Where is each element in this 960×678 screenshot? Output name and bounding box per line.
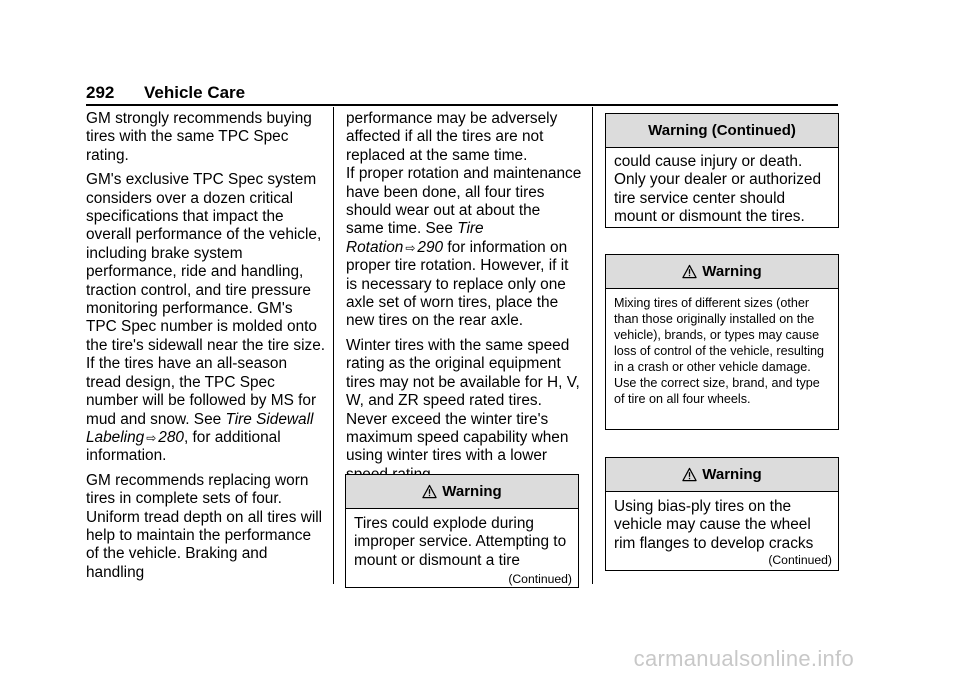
warning-title: Warning (Continued) xyxy=(648,122,796,139)
continued-label: (Continued) xyxy=(508,572,572,587)
warning-text: Mixing tires of different sizes (other than those originally installed on the vehicle), brands, or types may cause loss of control of the vehicle, resulting in a crash or other vehicle damage. Use the correct size, brand, and type of tire on all four wheels. xyxy=(614,296,825,406)
column-1 xyxy=(86,110,326,588)
cross-reference-link[interactable]: Tire Sidewall Labeling xyxy=(86,410,314,446)
paragraph xyxy=(86,171,326,466)
warning-header xyxy=(606,458,838,492)
column-divider-2 xyxy=(592,107,593,584)
paragraph-text: , for additional information. xyxy=(86,428,281,465)
xref-arrow-icon: ⇨ xyxy=(146,430,157,445)
continued-label: (Continued) xyxy=(768,553,832,568)
warning-triangle-icon xyxy=(682,467,697,482)
paragraph: Winter tires with the same speed rating as the original equipment tires may not be available for H, V, W, and ZR speed rated tires. Never exceed the winter tire's maximum speed capability when using winter tires with a lower xyxy=(346,336,580,465)
paragraph-text: If proper rotation and maintenance have been done, all four tires should wear out at about the same time. See xyxy=(346,165,582,238)
warning-triangle-icon xyxy=(422,484,437,499)
warning-continued-box xyxy=(605,113,839,228)
paragraph: performance may be adversely affected if all the tires are not replaced at the same time. xyxy=(346,110,558,164)
paragraph: GM strongly recommends buying tires with the same TPC Spec rating. xyxy=(86,110,312,164)
column-2 xyxy=(346,110,582,490)
warning-text: Tires could explode during improper service. Attempting to mount or dismount a tire xyxy=(354,515,567,569)
warning-header xyxy=(346,475,578,509)
warning-box xyxy=(605,457,839,571)
warning-header xyxy=(606,114,838,148)
warning-title: Warning xyxy=(442,483,502,500)
warning-triangle-icon xyxy=(682,264,697,279)
column-divider-1 xyxy=(333,107,334,584)
paragraph-text: for information on proper tire rotation. However, if it is necessary to replace only one axle set of worn tires, place the new tires on the rear axle. xyxy=(346,238,569,330)
warning-title: Warning xyxy=(702,466,762,483)
cross-reference-page[interactable]: 280 xyxy=(158,428,184,446)
watermark: carmanualsonline.info xyxy=(633,646,854,671)
cross-reference-page[interactable]: 290 xyxy=(417,238,444,256)
warning-box xyxy=(605,254,839,430)
warning-title: Warning xyxy=(702,263,762,280)
paragraph xyxy=(346,165,582,331)
page-number: 292 xyxy=(86,83,115,102)
section-title: Vehicle Care xyxy=(144,83,246,102)
paragraph-text: GM's exclusive TPC Spec system considers over a dozen critical specifications that impact the overall performance of the vehicle, including brake system performance, ride and handling, traction control, and tire pressure monitoring performance. GM's TPC Spec number is molded onto the tire's sidewall near the tire size. If the tires have an all-season tread design, the TPC Spec number will be followed by MS for mud and snow. See xyxy=(86,171,326,428)
warning-box xyxy=(345,474,579,588)
xref-arrow-icon: ⇨ xyxy=(405,240,416,255)
page-header xyxy=(86,83,245,103)
warning-text: Using bias-ply tires on the vehicle may cause the wheel rim flanges to develop cracks xyxy=(614,498,814,552)
header-rule xyxy=(86,104,838,106)
paragraph: GM recommends replacing worn tires in complete sets of four. Uniform tread depth on all tires will help to maintain the performance of the vehicle. Braking and handling xyxy=(86,471,323,581)
warning-header xyxy=(606,255,838,289)
warning-text: could cause injury or death. Only your dealer or authorized tire service center should mount or dismount the tires. xyxy=(614,153,822,226)
cross-reference-link[interactable]: Tire Rotation xyxy=(346,220,484,256)
